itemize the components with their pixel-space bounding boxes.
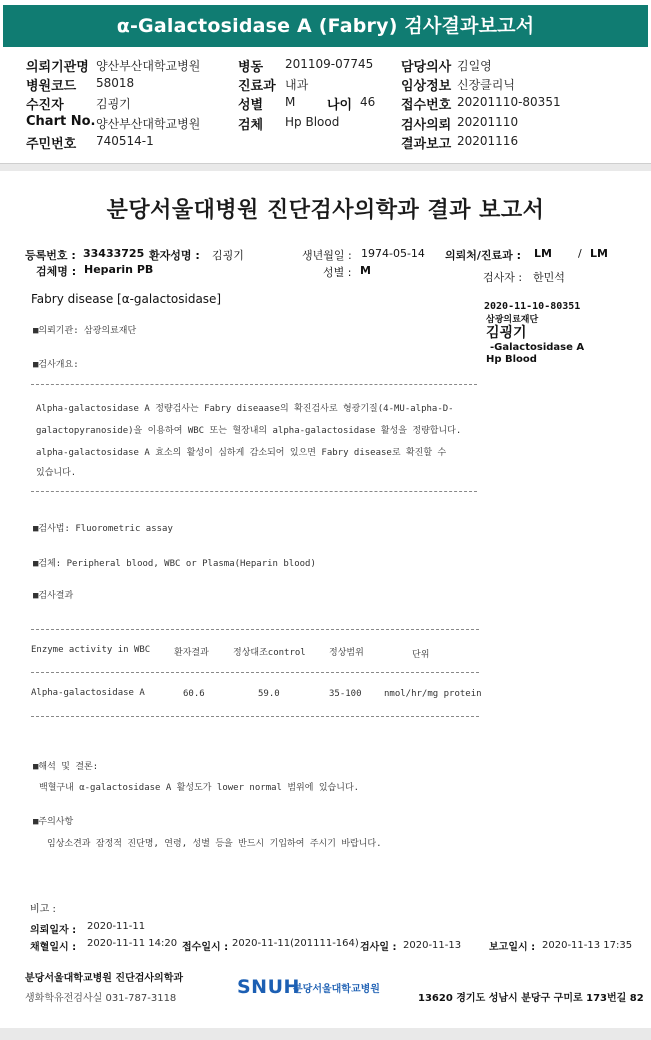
label-patient-sex: 성별 : — [323, 266, 352, 279]
label-test-request: 검사의뢰 — [401, 118, 452, 133]
table-header-patient-result: 환자결과 — [174, 648, 209, 658]
footer-address: 13620 경기도 성남시 분당구 구미로 173번길 82 — [418, 993, 644, 1004]
overview-line-4: 있습니다. — [36, 468, 77, 478]
table-header-border — [31, 672, 479, 673]
value-requesting-dept-2: LM — [590, 247, 608, 260]
value-department: 내과 — [285, 78, 309, 92]
table-cell-normal-range: 35-100 — [329, 689, 362, 699]
footer-lab-phone: 생화학유전검사실 031-787-3118 — [25, 993, 177, 1004]
label-request-date: 의뢰일자 : — [30, 925, 77, 936]
value-report-time: 2020-11-13 17:35 — [542, 940, 633, 951]
label-specimen: 검체 — [238, 118, 264, 133]
value-chart-no: 양산부산대학교병원 — [96, 117, 201, 131]
value-registration-no: 33433725 — [83, 247, 145, 260]
label-chart-no: Chart No. — [26, 114, 96, 129]
label-hospital-code: 병원코드 — [26, 79, 77, 94]
label-lab-name: 삼광의료재단 — [486, 315, 539, 325]
value-collection-time: 2020-11-11 14:20 — [87, 938, 178, 949]
label-patient: 수진자 — [26, 98, 64, 113]
label-registration-no: 등록번호 : — [25, 249, 76, 262]
section-institution: ■의뢰기관: 삼광의료재단 — [33, 326, 137, 336]
label-receipt-number: 접수번호 — [401, 98, 452, 113]
report-header-title: α-Galactosidase A (Fabry) 검사결과보고서 — [3, 5, 648, 47]
label-tester: 검사자 : — [483, 271, 523, 284]
overview-line-2: galactopyranoside)을 이용하여 WBC 또는 혈장내의 alpha-galactosidase 활성을 정량합니다. — [36, 426, 462, 436]
value-receipt-number: 20201110-80351 — [457, 95, 561, 109]
value-receipt-time: 2020-11-11(201111-164) — [232, 938, 359, 949]
value-sex: M — [285, 95, 296, 109]
value-requesting-dept-1: LM — [534, 247, 552, 260]
divider — [31, 384, 477, 385]
summary-panel — [0, 0, 651, 164]
value-ward: 201109-07745 — [285, 57, 374, 71]
label-resident-number: 주민번호 — [26, 137, 77, 152]
divider — [31, 491, 477, 492]
value-test-date: 2020-11-13 — [403, 940, 462, 951]
value-resident-number: 740514-1 — [96, 134, 154, 148]
section-result: ■검사결과 — [33, 591, 74, 601]
interpretation-text: 백혈구내 α-galactosidase A 활성도가 lower normal 범위에 있습니다. — [39, 783, 360, 793]
value-patient-name: 김굉기 — [212, 249, 244, 262]
overview-line-3: alpha-galactosidase A 효소의 활성이 심하게 감소되어 있으면 Fabry disease로 확진할 수 — [36, 448, 447, 458]
value-result-report: 20201116 — [457, 134, 519, 148]
value-specimen: Hp Blood — [285, 115, 340, 129]
value-age: 46 — [360, 95, 376, 109]
snuh-logo-subtitle: 분당서울대학교병원 — [293, 984, 380, 995]
value-patient: 김굉기 — [96, 97, 131, 111]
section-specimen: ■검체: Peripheral blood, WBC or Plasma(Heparin blood) — [33, 559, 316, 569]
section-method: ■검사법: Fluorometric assay — [33, 524, 173, 534]
label-sex: 성별 — [238, 98, 264, 113]
table-cell-unit: nmol/hr/mg protein — [384, 689, 482, 699]
label-receipt-number: 2020-11-10-80351 — [484, 301, 581, 312]
value-hospital-code: 58018 — [96, 76, 135, 90]
section-notes: ■주의사항 — [33, 817, 74, 827]
value-requesting-institution: 양산부산대학교병원 — [96, 59, 201, 73]
label-specimen-name: 검체명 : — [36, 265, 77, 278]
test-title: Fabry disease [α-galactosidase] — [31, 292, 222, 306]
value-physician: 김일영 — [457, 59, 492, 73]
value-specimen-name: Heparin PB — [84, 263, 154, 276]
table-header-unit: 단위 — [412, 650, 430, 660]
dept-separator: / — [578, 247, 582, 260]
label-birth-date: 생년월일 : — [302, 249, 352, 262]
table-cell-enzyme: Alpha-galactosidase A — [31, 688, 145, 698]
label-patient-name: 환자성명 : — [149, 249, 200, 262]
label-physician: 담당의사 — [401, 60, 452, 75]
value-clinical-info: 신장클리닉 — [457, 78, 515, 92]
value-tester: 한민석 — [533, 271, 565, 284]
table-header-control: 정상대조control — [233, 648, 306, 658]
notes-text: 임상소견과 잠정적 진단명, 연령, 성별 등을 반드시 기입하여 주시기 바랍니다. — [47, 839, 382, 849]
table-cell-patient-result: 60.6 — [183, 689, 205, 699]
label-test-date: 검사일 : — [360, 942, 397, 953]
remarks-label: 비고 : — [30, 904, 56, 915]
label-clinical-info: 임상정보 — [401, 79, 452, 94]
section-overview: ■검사개요: — [33, 360, 79, 370]
footer-department: 분당서울대학교병원 진단검사의학과 — [25, 973, 184, 984]
table-bottom-border — [31, 716, 479, 717]
label-test-name: -Galactosidase A — [490, 342, 585, 353]
snuh-logo: SNUH — [237, 976, 300, 998]
table-top-border — [31, 629, 479, 630]
label-requesting-institution: 의뢰기관명 — [26, 60, 89, 75]
table-cell-control: 59.0 — [258, 689, 280, 699]
section-interpretation: ■해석 및 결론: — [33, 762, 99, 772]
value-patient-sex: M — [360, 264, 371, 277]
value-test-request: 20201110 — [457, 115, 519, 129]
label-ward: 병동 — [238, 60, 264, 75]
label-department: 진료과 — [238, 79, 276, 94]
label-receipt-time: 접수일시 : — [182, 942, 229, 953]
label-report-time: 보고일시 : — [489, 942, 536, 953]
label-patient-name: 김굉기 — [486, 325, 527, 341]
label-age: 나이 — [327, 98, 353, 113]
label-collection-time: 채혈일시 : — [30, 942, 77, 953]
label-specimen-type: Hp Blood — [486, 354, 537, 365]
overview-line-1: Alpha-galactosidase A 정량검사는 Fabry diseaase의 확진검사로 형광기질(4-MU-alpha-D- — [36, 404, 454, 414]
value-request-date: 2020-11-11 — [87, 921, 146, 932]
table-header-enzyme: Enzyme activity in WBC — [31, 645, 151, 655]
value-birth-date: 1974-05-14 — [361, 247, 425, 260]
label-result-report: 결과보고 — [401, 137, 452, 152]
report-title: 분당서울대병원 진단검사의학과 결과 보고서 — [106, 198, 545, 223]
label-requesting-dept: 의뢰처/진료과 : — [445, 249, 522, 262]
report-sheet — [0, 171, 651, 1028]
table-header-normal-range: 정상범위 — [329, 648, 364, 658]
